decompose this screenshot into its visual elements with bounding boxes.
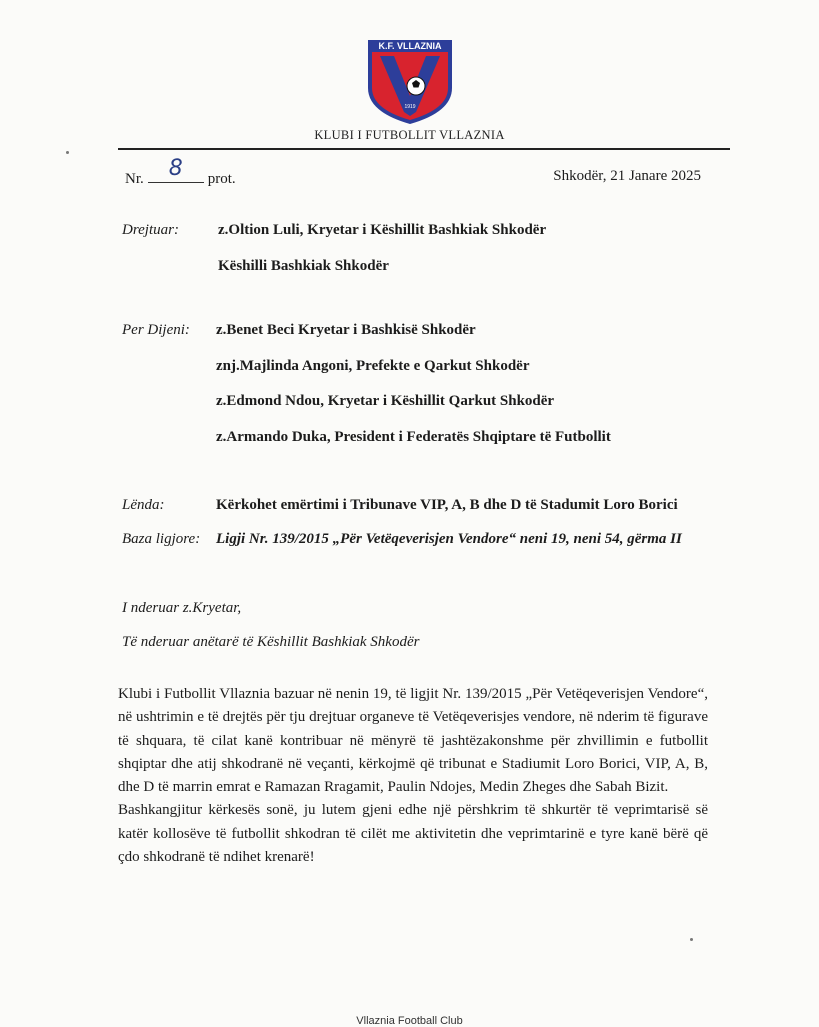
body-paragraph: Bashkangjitur kërkesës sonë, ju lutem gjeni edhe një përshkrim të shkurtër të veprimtarisë së katër kollosëve të futbollit shkodran të cilët me aktivitetin dhe veprimtarinë e tyre kanë bërë që çdo shkodranë të ndihet krenarë! <box>118 802 708 866</box>
nr-label: Nr. <box>125 171 144 187</box>
addressee-line: Këshilli Bashkiak Shkodër <box>218 258 389 274</box>
subject-text: Kërkohet emërtimi i Tribunave VIP, A, B dhe D të Stadumit Loro Borici <box>216 497 678 513</box>
subject-label: Lënda: <box>122 497 165 513</box>
header-rule <box>118 148 730 150</box>
cc-line: z.Benet Beci Kryetar i Bashkisë Shkodër <box>216 322 476 338</box>
protocol-number-handwritten: 8 <box>168 156 183 181</box>
salutation-line: I nderuar z.Kryetar, <box>122 600 242 616</box>
scan-speck <box>690 938 693 941</box>
cc-line: z.Edmond Ndou, Kryetar i Këshillit Qarkut Shkodër <box>216 393 555 409</box>
addressee-label: Drejtuar: <box>122 222 179 238</box>
prot-label: prot. <box>207 171 236 187</box>
addressee-line: z.Oltion Luli, Kryetar i Këshillit Bashkiak Shkodër <box>218 222 547 238</box>
club-name-heading: KLUBI I FUTBOLLIT VLLAZNIA <box>314 128 505 142</box>
logo-year: 1919 <box>404 104 416 110</box>
letter-date: Shkodër, 21 Janare 2025 <box>553 168 701 184</box>
legal-basis-text: Ligji Nr. 139/2015 „Për Vetëqeverisjen Vendore“ neni 19, neni 54, gërma II <box>216 531 682 547</box>
protocol-line <box>125 156 236 188</box>
club-crest-logo <box>364 38 456 126</box>
cc-label: Per Dijeni: <box>122 322 190 338</box>
letter-body <box>118 683 708 869</box>
salutation-line: Të nderuar anëtarë të Këshillit Bashkiak Shkodër <box>122 634 420 650</box>
cc-line: z.Armando Duka, President i Federatës Shqiptare të Futbollit <box>216 429 611 445</box>
protocol-number-field <box>148 156 204 183</box>
footer-text: Vllaznia Football Club <box>356 1015 463 1027</box>
scan-speck <box>66 151 69 154</box>
legal-basis-label: Baza ligjore: <box>122 531 201 547</box>
logo-text: K.F. VLLAZNIA <box>378 41 442 51</box>
body-paragraph: Klubi i Futbollit Vllaznia bazuar në nenin 19, të ligjit Nr. 139/2015 „Për Vetëqeverisjen Vendore“, në ushtrimin e të drejtës për tju drejtuar organeve të Vetëqeverisjes vendore, në nderim të figurave të shquara, të cilat kanë kontribuar në mënyrë të jashtëzakonshme për zhvillimin e futbollit shqiptar dhe atij shkodranë në veçanti, kërkojmë që tribunat e Stadiumit Loro Borici, VIP, A, B, dhe D të marrin emrat e Ramazan Rragamit, Paulin Ndojes, Medin Zheges dhe Sabah Bizit. <box>118 686 708 796</box>
cc-line: znj.Majlinda Angoni, Prefekte e Qarkut Shkodër <box>216 358 530 374</box>
